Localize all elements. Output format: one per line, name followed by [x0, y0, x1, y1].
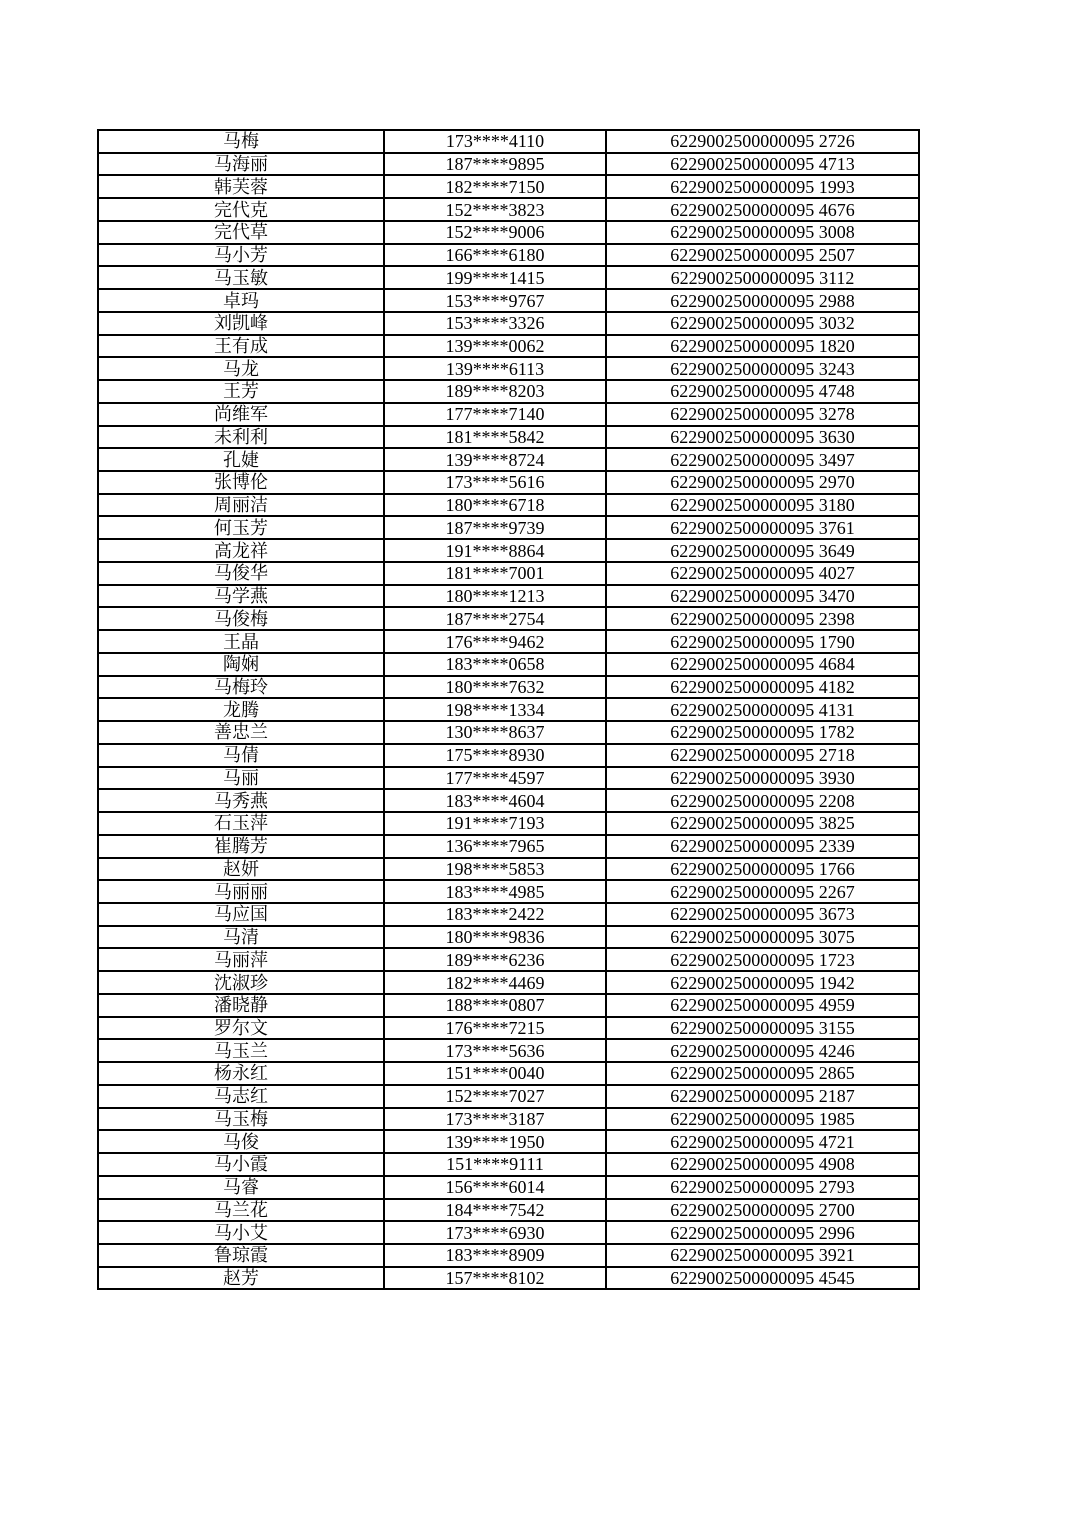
phone-cell: 173****3187 [384, 1108, 606, 1131]
phone-cell: 173****5616 [384, 471, 606, 494]
account-cell: 6229002500000095 3008 [606, 221, 919, 244]
table-row [98, 312, 919, 335]
name-cell: 赵芳 [98, 1267, 384, 1290]
phone-cell: 199****1415 [384, 266, 606, 289]
table-row [98, 1085, 919, 1108]
table-row [98, 426, 919, 449]
phone-cell: 183****8909 [384, 1244, 606, 1267]
phone-cell: 152****9006 [384, 221, 606, 244]
account-cell: 6229002500000095 2726 [606, 130, 919, 153]
account-cell: 6229002500000095 3497 [606, 448, 919, 471]
table-row [98, 1153, 919, 1176]
phone-cell: 183****2422 [384, 903, 606, 926]
table-row [98, 221, 919, 244]
name-cell: 马志红 [98, 1085, 384, 1108]
account-cell: 6229002500000095 1790 [606, 630, 919, 653]
phone-cell: 181****7001 [384, 562, 606, 585]
phone-cell: 198****5853 [384, 858, 606, 881]
account-cell: 6229002500000095 1766 [606, 858, 919, 881]
table-row [98, 448, 919, 471]
account-cell: 6229002500000095 2996 [606, 1221, 919, 1244]
phone-cell: 136****7965 [384, 835, 606, 858]
phone-cell: 187****2754 [384, 607, 606, 630]
phone-cell: 139****6113 [384, 357, 606, 380]
table-row [98, 130, 919, 153]
name-cell: 张博伦 [98, 471, 384, 494]
phone-cell: 153****3326 [384, 312, 606, 335]
account-cell: 6229002500000095 4959 [606, 994, 919, 1017]
account-cell: 6229002500000095 1985 [606, 1108, 919, 1131]
phone-cell: 177****4597 [384, 767, 606, 790]
account-cell: 6229002500000095 4908 [606, 1153, 919, 1176]
account-cell: 6229002500000095 4131 [606, 698, 919, 721]
account-cell: 6229002500000095 4713 [606, 153, 919, 176]
account-cell: 6229002500000095 1942 [606, 971, 919, 994]
account-cell: 6229002500000095 4676 [606, 198, 919, 221]
table-row [98, 471, 919, 494]
account-cell: 6229002500000095 1723 [606, 948, 919, 971]
account-cell: 6229002500000095 3921 [606, 1244, 919, 1267]
name-cell: 未利利 [98, 426, 384, 449]
table-row [98, 266, 919, 289]
name-cell: 孔婕 [98, 448, 384, 471]
phone-cell: 181****5842 [384, 426, 606, 449]
name-cell: 高龙祥 [98, 539, 384, 562]
table-row [98, 562, 919, 585]
phone-cell: 130****8637 [384, 721, 606, 744]
name-cell: 完代克 [98, 198, 384, 221]
table-row [98, 403, 919, 426]
name-cell: 马丽丽 [98, 880, 384, 903]
table-row [98, 971, 919, 994]
name-cell: 龙腾 [98, 698, 384, 721]
account-cell: 6229002500000095 4246 [606, 1039, 919, 1062]
name-cell: 马小艾 [98, 1221, 384, 1244]
table-row [98, 835, 919, 858]
recipient-table-body [98, 130, 919, 1289]
name-cell: 马俊 [98, 1130, 384, 1153]
name-cell: 杨永红 [98, 1062, 384, 1085]
name-cell: 鲁琼霞 [98, 1244, 384, 1267]
phone-cell: 183****4985 [384, 880, 606, 903]
table-row [98, 1267, 919, 1290]
phone-cell: 183****4604 [384, 789, 606, 812]
phone-cell: 173****6930 [384, 1221, 606, 1244]
account-cell: 6229002500000095 2187 [606, 1085, 919, 1108]
account-cell: 6229002500000095 2267 [606, 880, 919, 903]
name-cell: 马玉敏 [98, 266, 384, 289]
phone-cell: 175****8930 [384, 744, 606, 767]
account-cell: 6229002500000095 2208 [606, 789, 919, 812]
name-cell: 马龙 [98, 357, 384, 380]
table-row [98, 653, 919, 676]
name-cell: 王芳 [98, 380, 384, 403]
phone-cell: 152****7027 [384, 1085, 606, 1108]
table-row [98, 1221, 919, 1244]
table-row [98, 630, 919, 653]
name-cell: 王晶 [98, 630, 384, 653]
name-cell: 马丽萍 [98, 948, 384, 971]
table-row [98, 585, 919, 608]
account-cell: 6229002500000095 3673 [606, 903, 919, 926]
account-cell: 6229002500000095 4027 [606, 562, 919, 585]
name-cell: 尚维军 [98, 403, 384, 426]
phone-cell: 184****7542 [384, 1199, 606, 1222]
name-cell: 潘晓静 [98, 994, 384, 1017]
name-cell: 马梅玲 [98, 676, 384, 699]
table-row [98, 153, 919, 176]
phone-cell: 183****0658 [384, 653, 606, 676]
table-row [98, 994, 919, 1017]
table-row [98, 380, 919, 403]
table-row [98, 858, 919, 881]
table-row [98, 812, 919, 835]
phone-cell: 156****6014 [384, 1176, 606, 1199]
phone-cell: 173****4110 [384, 130, 606, 153]
account-cell: 6229002500000095 4545 [606, 1267, 919, 1290]
account-cell: 6229002500000095 3649 [606, 539, 919, 562]
name-cell: 马清 [98, 926, 384, 949]
phone-cell: 180****1213 [384, 585, 606, 608]
account-cell: 6229002500000095 2507 [606, 244, 919, 267]
phone-cell: 176****7215 [384, 1017, 606, 1040]
phone-cell: 153****9767 [384, 289, 606, 312]
name-cell: 马兰花 [98, 1199, 384, 1222]
table-row [98, 357, 919, 380]
phone-cell: 187****9739 [384, 516, 606, 539]
name-cell: 罗尔文 [98, 1017, 384, 1040]
account-cell: 6229002500000095 1993 [606, 175, 919, 198]
name-cell: 马玉兰 [98, 1039, 384, 1062]
account-cell: 6229002500000095 4684 [606, 653, 919, 676]
table-row [98, 1130, 919, 1153]
account-cell: 6229002500000095 1782 [606, 721, 919, 744]
table-row [98, 767, 919, 790]
phone-cell: 182****4469 [384, 971, 606, 994]
table-row [98, 1108, 919, 1131]
table-row [98, 880, 919, 903]
table-row [98, 1244, 919, 1267]
name-cell: 卓玛 [98, 289, 384, 312]
name-cell: 石玉萍 [98, 812, 384, 835]
table-row [98, 335, 919, 358]
account-cell: 6229002500000095 2700 [606, 1199, 919, 1222]
phone-cell: 139****0062 [384, 335, 606, 358]
account-cell: 6229002500000095 3243 [606, 357, 919, 380]
account-cell: 6229002500000095 3761 [606, 516, 919, 539]
account-cell: 6229002500000095 2339 [606, 835, 919, 858]
name-cell: 马学燕 [98, 585, 384, 608]
phone-cell: 176****9462 [384, 630, 606, 653]
table-row [98, 676, 919, 699]
account-cell: 6229002500000095 3075 [606, 926, 919, 949]
table-row [98, 289, 919, 312]
phone-cell: 198****1334 [384, 698, 606, 721]
phone-cell: 180****9836 [384, 926, 606, 949]
name-cell: 王有成 [98, 335, 384, 358]
name-cell: 完代草 [98, 221, 384, 244]
account-cell: 6229002500000095 2970 [606, 471, 919, 494]
table-row [98, 948, 919, 971]
name-cell: 何玉芳 [98, 516, 384, 539]
account-cell: 6229002500000095 4182 [606, 676, 919, 699]
table-row [98, 1176, 919, 1199]
name-cell: 马应国 [98, 903, 384, 926]
phone-cell: 139****1950 [384, 1130, 606, 1153]
phone-cell: 191****7193 [384, 812, 606, 835]
phone-cell: 139****8724 [384, 448, 606, 471]
account-cell: 6229002500000095 2398 [606, 607, 919, 630]
table-row [98, 789, 919, 812]
phone-cell: 173****5636 [384, 1039, 606, 1062]
table-row [98, 721, 919, 744]
recipient-table [97, 129, 920, 1290]
name-cell: 周丽洁 [98, 494, 384, 517]
name-cell: 赵妍 [98, 858, 384, 881]
table-row [98, 698, 919, 721]
account-cell: 6229002500000095 3180 [606, 494, 919, 517]
account-cell: 6229002500000095 4748 [606, 380, 919, 403]
phone-cell: 151****0040 [384, 1062, 606, 1085]
name-cell: 马丽 [98, 767, 384, 790]
name-cell: 马倩 [98, 744, 384, 767]
name-cell: 马玉梅 [98, 1108, 384, 1131]
name-cell: 陶娴 [98, 653, 384, 676]
table-row [98, 607, 919, 630]
account-cell: 6229002500000095 3825 [606, 812, 919, 835]
phone-cell: 152****3823 [384, 198, 606, 221]
name-cell: 马睿 [98, 1176, 384, 1199]
table-row [98, 175, 919, 198]
phone-cell: 177****7140 [384, 403, 606, 426]
table-row [98, 1017, 919, 1040]
name-cell: 善忠兰 [98, 721, 384, 744]
name-cell: 马俊梅 [98, 607, 384, 630]
name-cell: 马秀燕 [98, 789, 384, 812]
table-row [98, 516, 919, 539]
account-cell: 6229002500000095 4721 [606, 1130, 919, 1153]
name-cell: 崔腾芳 [98, 835, 384, 858]
phone-cell: 188****0807 [384, 994, 606, 1017]
table-row [98, 903, 919, 926]
name-cell: 马梅 [98, 130, 384, 153]
phone-cell: 182****7150 [384, 175, 606, 198]
account-cell: 6229002500000095 2865 [606, 1062, 919, 1085]
phone-cell: 191****8864 [384, 539, 606, 562]
name-cell: 沈淑珍 [98, 971, 384, 994]
account-cell: 6229002500000095 3155 [606, 1017, 919, 1040]
phone-cell: 189****6236 [384, 948, 606, 971]
phone-cell: 187****9895 [384, 153, 606, 176]
table-row [98, 1039, 919, 1062]
name-cell: 韩芙蓉 [98, 175, 384, 198]
phone-cell: 189****8203 [384, 380, 606, 403]
table-row [98, 539, 919, 562]
account-cell: 6229002500000095 2718 [606, 744, 919, 767]
account-cell: 6229002500000095 1820 [606, 335, 919, 358]
table-row [98, 494, 919, 517]
name-cell: 马小芳 [98, 244, 384, 267]
account-cell: 6229002500000095 3470 [606, 585, 919, 608]
name-cell: 马小霞 [98, 1153, 384, 1176]
phone-cell: 180****7632 [384, 676, 606, 699]
name-cell: 刘凯峰 [98, 312, 384, 335]
account-cell: 6229002500000095 2793 [606, 1176, 919, 1199]
account-cell: 6229002500000095 3032 [606, 312, 919, 335]
account-cell: 6229002500000095 3112 [606, 266, 919, 289]
table-row [98, 244, 919, 267]
phone-cell: 180****6718 [384, 494, 606, 517]
name-cell: 马俊华 [98, 562, 384, 585]
name-cell: 马海丽 [98, 153, 384, 176]
table-row [98, 1199, 919, 1222]
table-row [98, 926, 919, 949]
phone-cell: 166****6180 [384, 244, 606, 267]
table-row [98, 198, 919, 221]
phone-cell: 151****9111 [384, 1153, 606, 1176]
account-cell: 6229002500000095 3930 [606, 767, 919, 790]
phone-cell: 157****8102 [384, 1267, 606, 1290]
table-row [98, 744, 919, 767]
account-cell: 6229002500000095 3278 [606, 403, 919, 426]
table-row [98, 1062, 919, 1085]
account-cell: 6229002500000095 3630 [606, 426, 919, 449]
account-cell: 6229002500000095 2988 [606, 289, 919, 312]
